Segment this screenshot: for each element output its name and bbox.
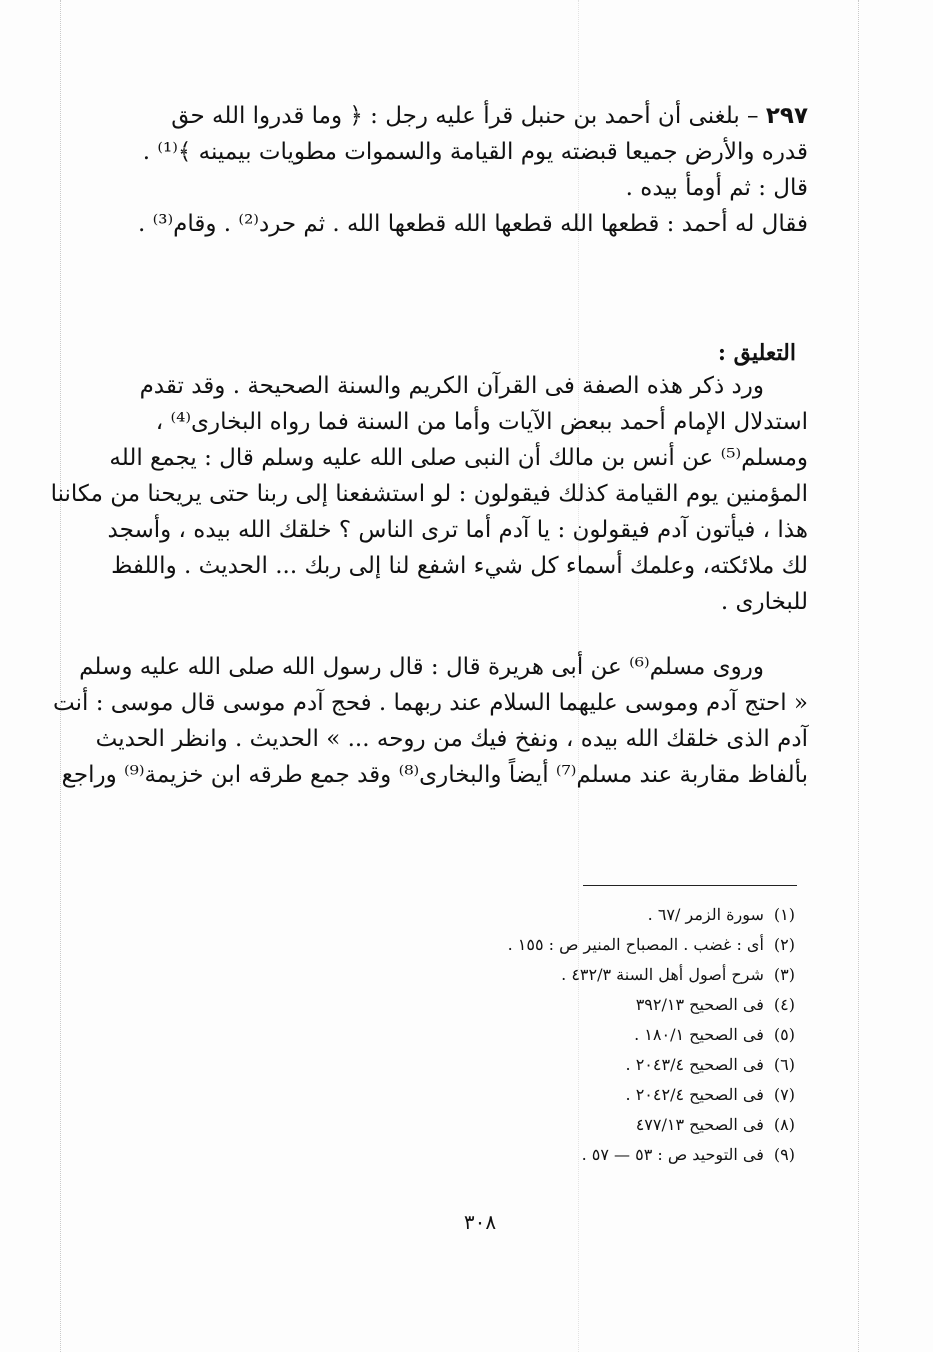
footnote-text: فى الصحيح ٣٩٢/١٣ — [635, 995, 764, 1014]
footnote-marker: (٥) — [773, 1025, 795, 1044]
footnote-item — [380, 930, 795, 960]
footnotes — [380, 900, 795, 1170]
commentary-line: وروى مسلم⁽⁶⁾ عن أبى هريرة قال : قال رسول الله صلى الله عليه وسلم — [79, 654, 764, 680]
footnote-marker: (٧) — [773, 1085, 795, 1104]
commentary-line: ومسلم⁽⁵⁾ عن أنس بن مالك أن النبى صلى الله عليه وسلم قال : يجمع الله — [109, 445, 808, 471]
commentary-line: استدلال الإمام أحمد ببعض الآيات وأما من السنة فما رواه البخارى⁽⁴⁾ ، — [155, 409, 808, 435]
footnote-text: فى الصحيح ٢٠٤٢/٤ . — [625, 1085, 764, 1104]
footnote-text: فى الصحيح ١٨٠/١ . — [634, 1025, 764, 1044]
footnote-text: شرح أصول أهل السنة ٤٣٢/٣ . — [561, 965, 764, 984]
commentary-line: لك ملائكته، وعلمك أسماء كل شيء اشفع لنا إلى ربك ... الحديث . واللفظ — [111, 553, 808, 579]
commentary-line: هذا ، فيأتون آدم فيقولون : يا آدم أما ترى الناس ؟ خلقك الله بيده ، وأسجد — [107, 517, 808, 543]
commentary-line: بألفاظ مقاربة عند مسلم⁽⁷⁾ أيضاً والبخارى⁽⁸⁾ وقد جمع طرقه ابن خزيمة⁽⁹⁾ وراجع — [61, 762, 808, 788]
footnote-marker: (٦) — [773, 1055, 795, 1074]
commentary-heading: التعليق : — [717, 340, 796, 366]
footnote-item — [380, 1080, 795, 1110]
hadith-line-2: قدره والأرض جميعا قبضته يوم القيامة والسموات مطويات بيمينه ﴾⁽¹⁾ . — [142, 139, 808, 165]
footnote-item — [380, 960, 795, 990]
footnote-text: سورة الزمر /٦٧ . — [647, 905, 764, 924]
hadith-block — [96, 98, 808, 242]
hadith-number: ٢٩٧ — [765, 103, 808, 129]
footnote-separator — [583, 885, 797, 886]
fold-line-right — [858, 0, 859, 1352]
commentary-line: المؤمنين يوم القيامة كذلك فيقولون : لو استشفعنا إلى ربنا حتى يريحنا من مكاننا — [50, 481, 808, 507]
footnote-text: فى التوحيد ص : ٥٣ — ٥٧ . — [581, 1145, 764, 1164]
hadith-line-1 — [96, 98, 808, 134]
footnote-marker: (٢) — [773, 935, 795, 954]
footnote-text: فى الصحيح ٢٠٤٣/٤ . — [625, 1055, 764, 1074]
hadith-line-3: قال : ثم أومأ بيده . — [625, 175, 808, 201]
commentary-line: « احتج آدم وموسى عليهما السلام عند ربهما . فحج آدم موسى قال موسى : أنت — [53, 690, 808, 716]
footnote-marker: (١) — [773, 905, 795, 924]
commentary-line: ورد ذكر هذه الصفة فى القرآن الكريم والسنة الصحيحة . وقد تقدم — [139, 373, 764, 399]
commentary-paragraph-2 — [53, 649, 808, 793]
footnote-marker: (٤) — [773, 995, 795, 1014]
footnote-marker: (٨) — [773, 1115, 795, 1134]
footnote-item — [380, 1050, 795, 1080]
footnote-item — [380, 990, 795, 1020]
fold-line-left — [60, 0, 61, 1352]
commentary-line: للبخارى . — [720, 589, 808, 615]
footnote-item — [380, 1140, 795, 1170]
footnote-item — [380, 1110, 795, 1140]
hadith-line-4: فقال له أحمد : قطعها الله قطعها الله قطعها الله . ثم حرد⁽²⁾ . وقام⁽³⁾ . — [137, 211, 808, 237]
commentary-paragraph-1 — [50, 368, 808, 620]
footnote-marker: (٣) — [773, 965, 795, 984]
footnote-text: أى : غضب . المصباح المنير ص : ١٥٥ . — [507, 935, 764, 954]
footnote-item — [380, 1020, 795, 1050]
page-number: ٣٠٨ — [463, 1210, 497, 1234]
hadith-text-1: – بلغنى أن أحمد بن حنبل قرأ عليه رجل : ﴿ وما قدروا الله حق — [171, 103, 759, 129]
footnote-item — [380, 900, 795, 930]
footnote-text: فى الصحيح ٤٧٧/١٣ — [635, 1115, 764, 1134]
commentary-line: آدم الذى خلقك الله بيده ، ونفخ فيك من روحه ... » الحديث . وانظر الحديث — [95, 726, 808, 752]
footnote-marker: (٩) — [773, 1145, 795, 1164]
